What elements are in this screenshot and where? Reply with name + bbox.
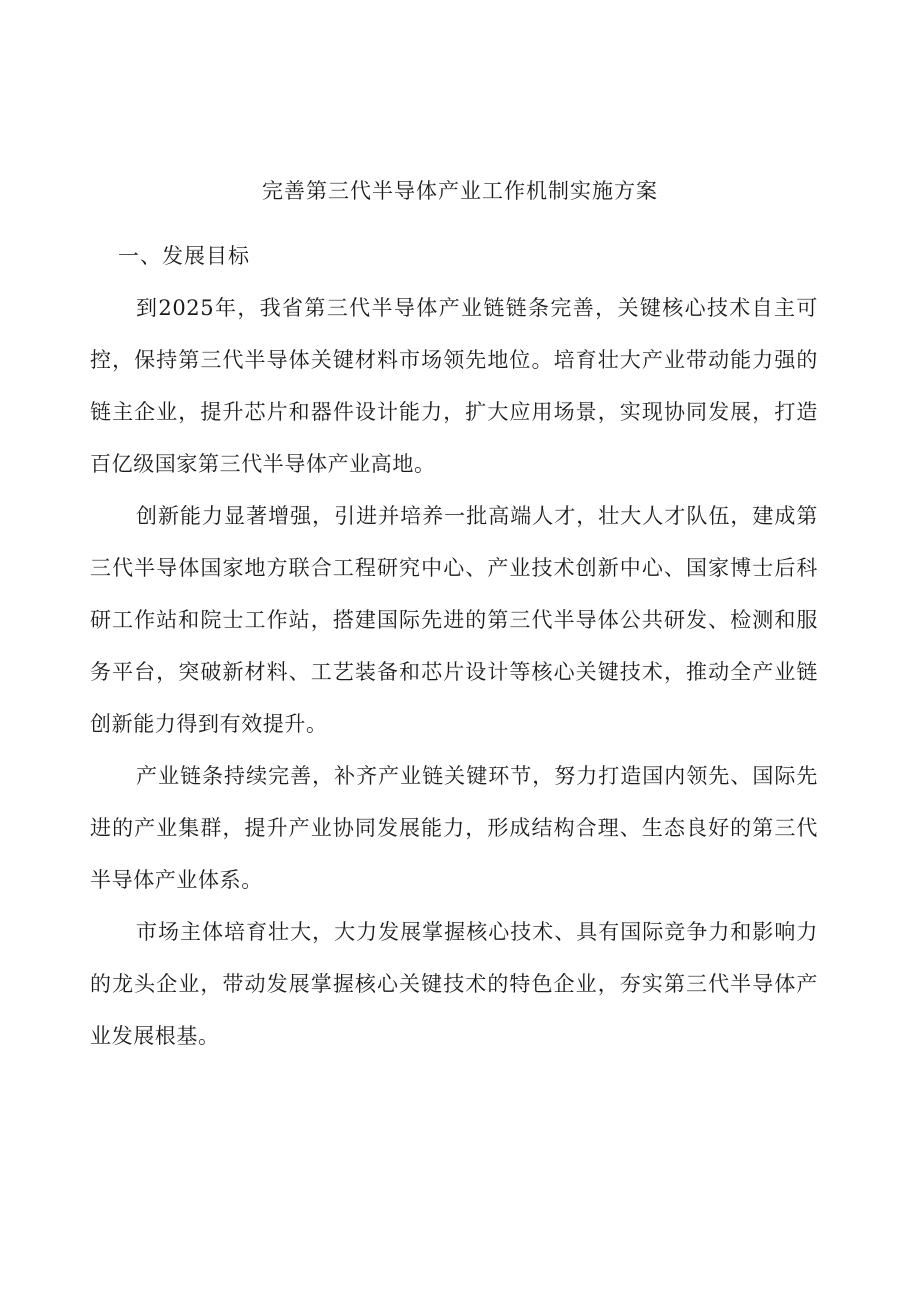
paragraph: 创新能力显著增强，引进并培养一批高端人才，壮大人才队伍，建成第三代半导体国家地方联合工程研究中心、产业技术创新中心、国家博士后科研工作站和院士工作站，搭建国际先进的第三代半导体公共研发、检测和服务平台，突破新材料、工艺装备和芯片设计等核心关键技术，推动全产业链创新能力得到有效提升。 bbox=[90, 504, 818, 736]
section-heading: 一、发展目标 bbox=[118, 244, 250, 268]
paragraph: 市场主体培育壮大，大力发展掌握核心技术、具有国际竞争力和影响力的龙头企业，带动发展掌握核心关键技术的特色企业，夯实第三代半导体产业发展根基。 bbox=[90, 920, 818, 1048]
paragraph: 产业链条持续完善，补齐产业链关键环节，努力打造国内领先、国际先进的产业集群，提升产业协同发展能力，形成结构合理、生态良好的第三代半导体产业体系。 bbox=[90, 764, 818, 892]
paragraph: 到2025年，我省第三代半导体产业链链条完善，关键核心技术自主可控，保持第三代半导体关键材料市场领先地位。培育壮大产业带动能力强的链主企业，提升芯片和器件设计能力，扩大应用场景，实现协同发展，打造百亿级国家第三代半导体产业高地。 bbox=[90, 296, 818, 476]
document-title: 完善第三代半导体产业工作机制实施方案 bbox=[262, 179, 658, 203]
